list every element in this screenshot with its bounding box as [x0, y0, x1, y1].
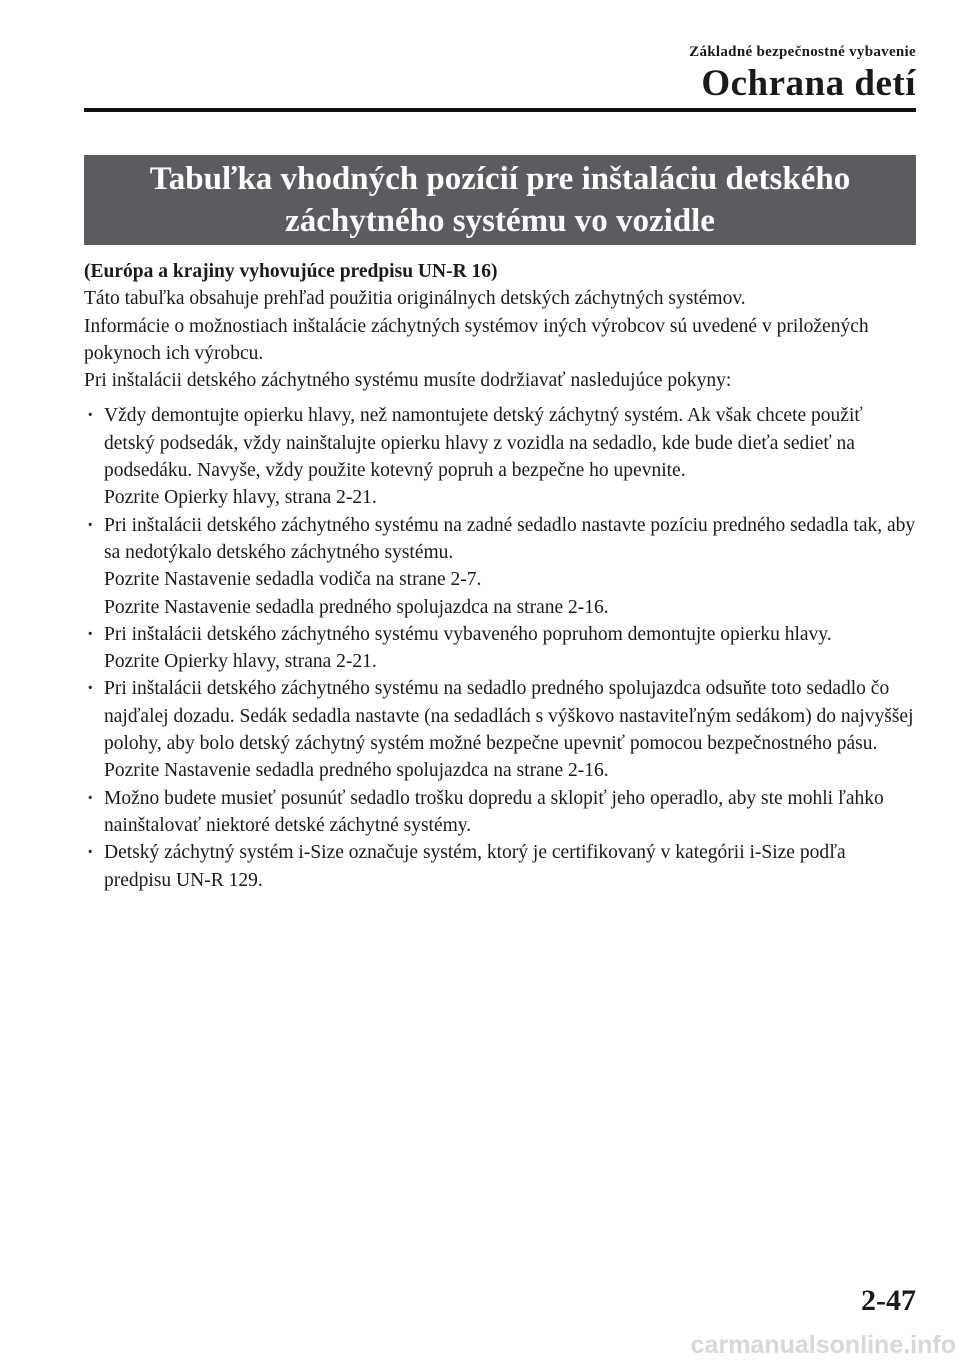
page-reference: Pozrite Opierky hlavy, strana 2-21.	[104, 487, 377, 509]
list-item	[84, 675, 916, 784]
intro-paragraph: Táto tabuľka obsahuje prehľad použitia originálnych detských záchytných systémov.	[84, 288, 746, 310]
page-reference: Pozrite Opierky hlavy, strana 2-21.	[104, 651, 377, 673]
content	[84, 258, 916, 894]
page-number: 2-47	[861, 1284, 916, 1317]
list-item	[84, 621, 916, 676]
list-item-text: Možno budete musieť posunúť sedadlo trošku dopredu a sklopiť jeho operadlo, aby ste mohli ľahko nainštalovať niektoré detské záchytné systémy.	[104, 787, 884, 836]
list-item-text: Detský záchytný systém i-Size označuje systém, ktorý je certifikovaný v kategórii i-Size podľa predpisu UN-R 129.	[104, 842, 846, 891]
page-reference: Pozrite Nastavenie sedadla vodiča na strane 2-7.	[104, 569, 482, 591]
list-item-text: Pri inštalácii detského záchytného systému na sedadlo predného spolujazdca odsuňte toto sedadlo čo najďalej dozadu. Sedák sedadla nastavte (na sedadlách s výškovo nastaviteľným sedákom) do najvyššej polohy, aby bolo detský záchytný systém možné bezpečne upevniť pomocou bezpečnostného pásu.	[104, 678, 914, 755]
list-item	[84, 512, 916, 621]
header-rule	[84, 108, 916, 112]
subtitle: (Európa a krajiny vyhovujúce predpisu UN-R 16)	[84, 261, 498, 282]
section-banner	[84, 155, 916, 245]
instruction-list	[84, 402, 916, 893]
header-chapter-title: Ochrana detí	[701, 63, 916, 104]
banner-title: Tabuľka vhodných pozícií pre inštaláciu detského záchytného systému vo vozidle	[149, 161, 851, 239]
list-item-text: Vždy demontujte opierku hlavy, než namontujete detský záchytný systém. Ak však chcete použiť detský podsedák, vždy nainštalujte opierku hlavy z vozidla na sedadlo, kde bude dieťa sedieť na podsedáku. Navyše, vždy použite kotevný popruh a bezpečne ho upevnite.	[104, 405, 863, 482]
list-item	[84, 839, 916, 894]
list-item-text: Pri inštalácii detského záchytného systému na zadné sedadlo nastavte pozíciu predného sedadla tak, aby sa nedotýkalo detského záchytného systému.	[104, 514, 916, 563]
list-item-text: Pri inštalácii detského záchytného systému vybaveného popruhom demontujte opierku hlavy.	[104, 623, 832, 645]
intro-paragraph: Informácie o možnostiach inštalácie záchytných systémov iných výrobcov sú uvedené v priložených pokynoch ich výrobcu.	[84, 315, 869, 364]
intro-paragraph: Pri inštalácii detského záchytného systému musíte dodržiavať nasledujúce pokyny:	[84, 370, 732, 392]
list-item	[84, 785, 916, 840]
page-reference: Pozrite Nastavenie sedadla predného spolujazdca na strane 2-16.	[104, 760, 609, 782]
page-reference: Pozrite Nastavenie sedadla predného spolujazdca na strane 2-16.	[104, 596, 609, 618]
watermark-link[interactable]: carmanualsonline.info	[576, 1328, 960, 1362]
list-item	[84, 402, 916, 511]
header-section-title: Základné bezpečnostné vybavenie	[689, 44, 916, 60]
